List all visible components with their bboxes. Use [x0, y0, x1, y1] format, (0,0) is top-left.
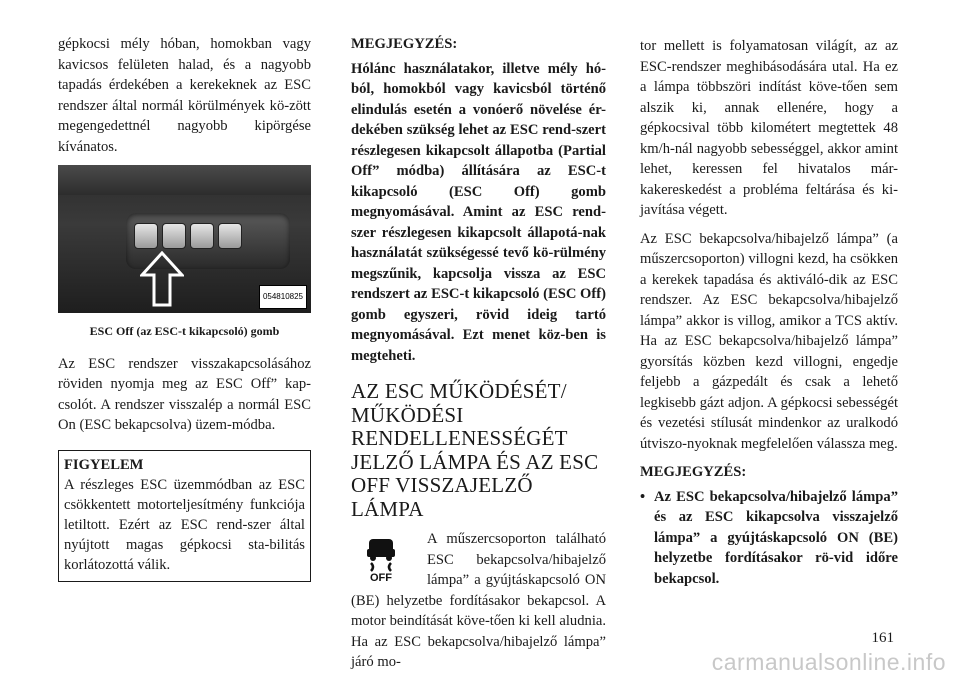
photo-caption: ESC Off (az ESC-t kikapcsoló) gomb: [89, 324, 280, 338]
dashboard-strip: [58, 165, 311, 195]
column-left: [58, 34, 311, 582]
warning-title: FIGYELEM: [64, 456, 144, 473]
column-right: [640, 36, 898, 589]
seat-heater-right-button: [218, 223, 242, 249]
watermark: carmanualsonline.info: [711, 649, 946, 675]
esc-off-indicator-icon: [359, 535, 419, 583]
pointer-arrow-icon: [140, 251, 184, 307]
flashing-paragraph: Az ESC bekapcsolva/hibajelző lámpa” (a műszercsoporton) villogni kezd, ha csökken a kerekek tapadása és aktiváló-dik az ESC rendszer. Az ESC bekapcsolva/hibajelző lámpa” akkor is villog, amikor a TCS aktív. Ha az ESC bekapcsolva/hibajelző lámpa” gyorsítás közben kezd villogni, engedje feljebb a gázpedált és csak a lehető legkisebb gázt adjon. A gépkocsi sebességét és vezetési stílusát mindenkor az uralkodó útviszo-nyoknak megfelelően válassza meg.: [640, 230, 898, 452]
section-heading: AZ ESC MŰKÖDÉSÉT/ MŰKÖDÉSI RENDELLENESSÉGÉT JELZŐ LÁMPA ÉS AZ ESC OFF VISSZAJELZŐ LÁMPA: [351, 379, 599, 521]
column-middle: [351, 34, 606, 673]
continued-paragraph: tor mellett is folyamatosan világít, az az ESC-rendszer meghibásodására utal. Ha ez a lámpa többszöri indítást köve-tően sem alszik ki, annak ellenére, hogy a gépkocsival több kilométert megtettek 48 km/h-nál nagyobb sebességgel, akkor amint lehet, keressen fel hivatalos már-kakereskedést a probléma feltárása és ki-javítása végett.: [640, 38, 898, 218]
warning-body: A részleges ESC üzemmódban az ESC csökkentett motorteljesítmény funkciója letiltott. Ezért az ESC rend-szer által nyújtott magas gépkocsi sta-bilitás korlátozottá válik.: [64, 476, 305, 573]
note-title-2: MEGJEGYZÉS:: [640, 464, 747, 480]
warning-box: [58, 450, 311, 582]
note-title: MEGJEGYZÉS:: [351, 36, 458, 52]
page-number: 161: [871, 630, 894, 646]
intro-paragraph: gépkocsi mély hóban, homokban vagy kavicsos felületen halad, és a nagyobb tapadás érdekében a kerekeknek az ESC rendszer által normál körülmények kö-zött megengedettnél nagyobb kipörgése kívánatos.: [58, 36, 311, 155]
bullet-mark: •: [640, 488, 646, 505]
note-body: Hólánc használatakor, illetve mély hó-ból, homokból vagy kavicsból történő elindulás esetén a vonóerő növelése ér-dekében szükség lehet az ESC rend-szert részlegesen kikapcsolt állapotba (Partial Off” módba) állítására az ESC-t kikapcsoló (ESC Off) gomb megnyomásával. Amint az ESC rend-szer részlegesen kikapcsolt állapotá-nak használatát szükségessé tevő kö-rülmény megszűnik, kapcsolja vissza az ESC rendszert az ESC-t kikapcsoló (ESC Off) gomb egyszeri, rövid ideig tartó megnyomásával. Ezt menet köz-ben is megteheti.: [351, 60, 606, 364]
icon-paragraph: [351, 529, 606, 673]
esc-off-button: [162, 223, 186, 249]
icon-off-label: OFF: [370, 572, 392, 581]
seat-heater-left-button: [134, 223, 158, 249]
indicator-paragraph: A műszercsoporton található ESC bekapcsolva/hibajelző lámpa” a gyújtáskapcsoló ON (BE) helyzetbe fordításakor bekapcsol. A motor beindítását köve-tően ki kell aludnia. Ha az ESC bekapcsolva/hibajelző lámpa” járó mo-: [351, 531, 606, 670]
figure-code: 054810825: [259, 285, 307, 310]
skidding-car-icon: [359, 535, 403, 581]
reactivate-paragraph: Az ESC rendszer visszakapcsolásához röviden nyomja meg az ESC Off” kap-csolót. A rendszer visszalép a normál ESC On (ESC bekapcsolva) üzem-módba.: [58, 355, 311, 433]
hazard-button: [190, 223, 214, 249]
bullet-text: Az ESC bekapcsolva/hibajelző lámpa” és az ESC kikapcsolva visszajelző lámpa” a gyújtáskapcsoló ON (BE) helyzetbe fordításakor rö-vid időre bekapcsol.: [654, 488, 898, 587]
list-item: [640, 487, 898, 590]
esc-off-button-photo: [58, 165, 311, 313]
